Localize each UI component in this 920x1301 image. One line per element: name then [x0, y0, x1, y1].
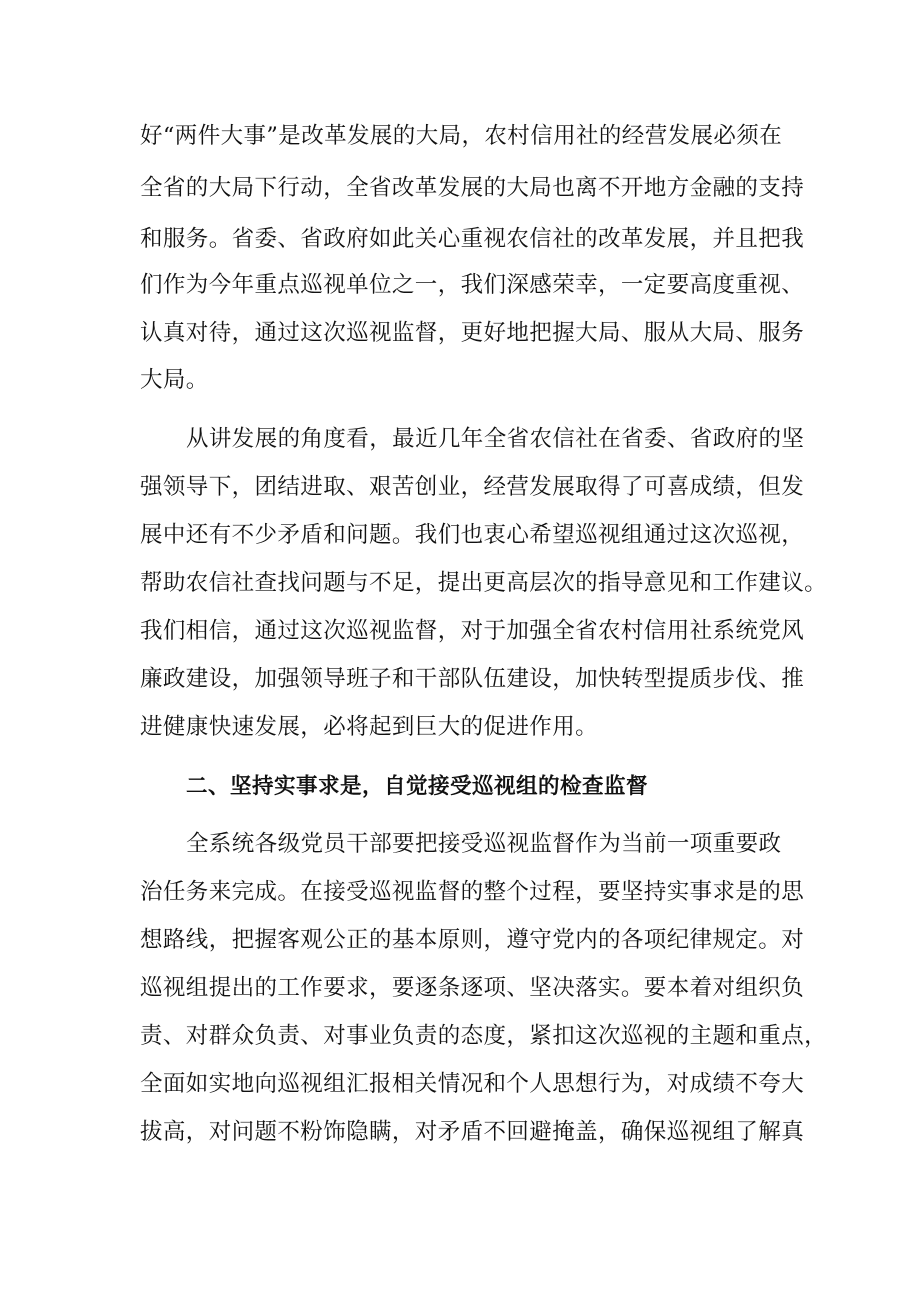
text-line: 责、对群众负责、对事业负责的态度，紧扣这次巡视的主题和重点，	[140, 1023, 828, 1049]
section-heading: 二、坚持实事求是，自觉接受巡视组的检查监督	[186, 774, 649, 799]
text-line: 进健康快速发展，必将起到巨大的促进作用。	[140, 714, 599, 740]
text-line: 治任务来完成。在接受巡视监督的整个过程，要坚持实事求是的思	[140, 879, 805, 905]
text-line: 我们相信，通过这次巡视监督，对于加强全省农村信用社系统党风	[140, 618, 805, 644]
text-line: 们作为今年重点巡视单位之一，我们深感荣幸，一定要高度重视、	[140, 272, 805, 298]
text-line: 全面如实地向巡视组汇报相关情况和个人思想行为，对成绩不夸大	[140, 1071, 805, 1097]
text-line: 巡视组提出的工作要求，要逐条逐项、坚决落实。要本着对组织负	[140, 975, 805, 1001]
text-line: 强领导下，团结进取、艰苦创业，经营发展取得了可喜成绩，但发	[140, 474, 805, 500]
text-line: 认真对待，通过这次巡视监督，更好地把握大局、服从大局、服务	[140, 320, 805, 346]
text-line: 大局。	[140, 367, 209, 393]
text-line: 帮助农信社查找问题与不足，提出更高层次的指导意见和工作建议。	[140, 570, 828, 596]
text-line: 展中还有不少矛盾和问题。我们也衷心希望巡视组通过这次巡视，	[140, 522, 805, 548]
text-line: 廉政建设，加强领导班子和干部队伍建设，加快转型提质步伐、推	[140, 666, 805, 692]
text-line: 和服务。省委、省政府如此关心重视农信社的改革发展，并且把我	[140, 226, 805, 252]
text-line: 全系统各级党员干部要把接受巡视监督作为当前一项重要政	[186, 831, 782, 857]
text-line: 全省的大局下行动，全省改革发展的大局也离不开地方金融的支持	[140, 175, 805, 201]
text-line: 从讲发展的角度看，最近几年全省农信社在省委、省政府的坚	[186, 426, 805, 452]
text-line: 好“两件大事”是改革发展的大局，农村信用社的经营发展必须在	[140, 123, 783, 149]
text-line: 想路线，把握客观公正的基本原则，遵守党内的各项纪律规定。对	[140, 927, 805, 953]
text-line: 拔高，对问题不粉饰隐瞒，对矛盾不回避掩盖，确保巡视组了解真	[140, 1119, 805, 1145]
